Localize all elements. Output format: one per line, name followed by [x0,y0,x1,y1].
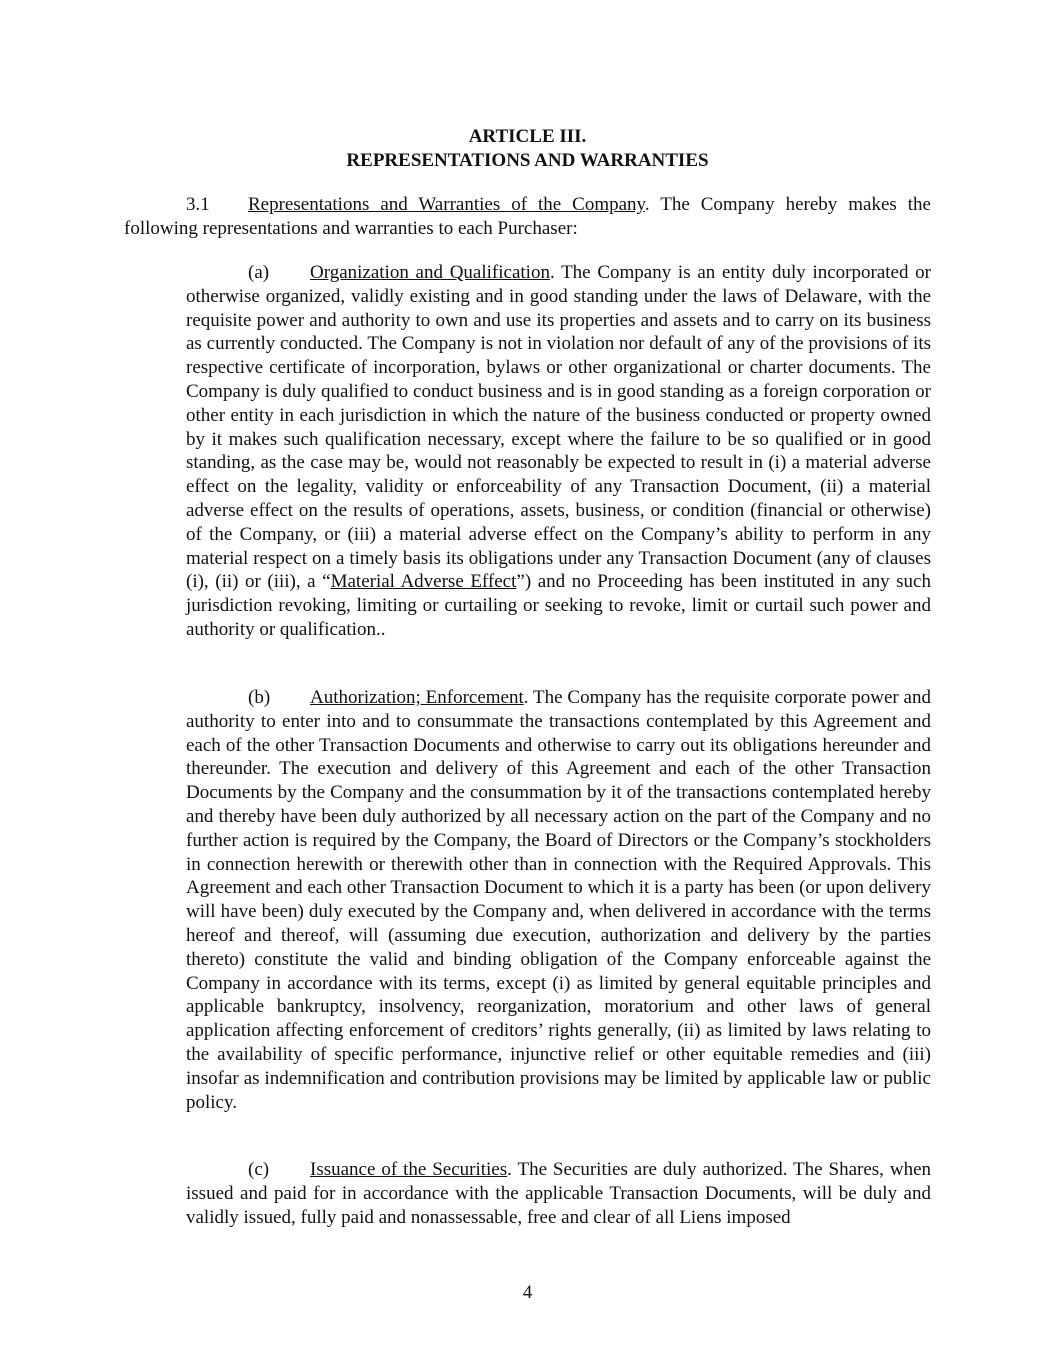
paragraph-text-continued: ”) and no Proceeding has been instituted in any such jurisdiction revoking, limiting or curtailing or seeking to revoke, limit or curtail such power and authority or qualification.. [186,571,931,640]
article-number: ARTICLE III. [468,126,587,147]
page-number: 4 [522,1282,533,1303]
paragraph-text: . The Securities are duly authorized. The Shares, when issued and paid for in accordance with the applicable Transaction Documents, will be duly and validly issued, fully paid and nonassessable, free and clear of all Liens imposed [186,1159,932,1228]
paragraph-b [186,686,931,1114]
defined-term: Material Adverse Effect [330,571,517,593]
section-text: . The Company hereby makes the following representations and warranties to each Purchaser: [124,194,931,239]
paragraph-text: . The Company has the requisite corporate power and authority to enter into and to consummate the transactions contemplated by this Agreement and each of the other Transaction Documents and otherwise to carry out its obligations hereunder and thereunder. The execution and delivery of this Agreement and each of the other Transaction Documents by the Company and the consummation by it of the transactions contemplated hereby and thereby have been duly authorized by all necessary action on the part of the Company and no further action is required by the Company, the Board of Directors or the Company’s stockholders in connection herewith or therewith other than in connection with the Required Approvals. This Agreement and each other Transaction Document to which it is a party has been (or upon delivery will have been) duly executed by the Company and, when delivered in accordance with the terms hereof and thereof, will (assuming due execution, authorization and delivery by the parties thereto) constitute the valid and binding obligation of the Company enforceable against the Company in accordance with its terms, except (i) as limited by general equitable principles and applicable bankruptcy, insolvency, reorganization, moratorium and other laws of general application affecting enforcement of creditors’ rights generally, (ii) as limited by laws relating to the availability of specific performance, injunctive relief or other equitable remedies and (iii) insofar as indemnification and contribution provisions may be limited by applicable law or public policy. [186,687,932,1113]
paragraph-heading: Issuance of the Securities [310,1159,508,1180]
paragraph-text: . The Company is an entity duly incorporated or otherwise organized, validly existing and in good standing under the laws of Delaware, with the requisite power and authority to own and use its properties and assets and to carry on its business as currently conducted. The Company is not in violation nor default of any of the provisions of its respective certificate of incorporation, bylaws or other organizational or charter documents. The Company is duly qualified to conduct business and is in good standing as a foreign corporation or other entity in each jurisdiction in which the nature of the business conducted or property owned by it makes such qualification necessary, except where the failure to be so qualified or in good standing, as the case may be, would not reasonably be expected to result in (i) a material adverse effect on the legality, validity or enforceability of any Transaction Document, (ii) a material adverse effect on the results of operations, assets, business, or condition (financial or otherwise) of the Company, or (iii) a material adverse effect on the Company’s ability to perform in any material respect on a timely basis its obligations under any Transaction Document (any of clauses (i), (ii) or (iii), a “ [186,262,932,593]
article-title: REPRESENTATIONS AND WARRANTIES [346,150,709,171]
paragraph-heading: Authorization; Enforcement [310,687,524,708]
section-3-1 [124,193,931,241]
paragraph-label: (c) [248,1159,270,1180]
section-heading: Representations and Warranties of the Company [248,194,645,215]
section-number: 3.1 [186,194,210,215]
paragraph-c [186,1158,931,1229]
paragraph-a [186,261,931,642]
paragraph-label: (a) [248,262,270,283]
paragraph-label: (b) [248,687,271,708]
paragraph-heading: Organization and Qualification [310,262,550,283]
